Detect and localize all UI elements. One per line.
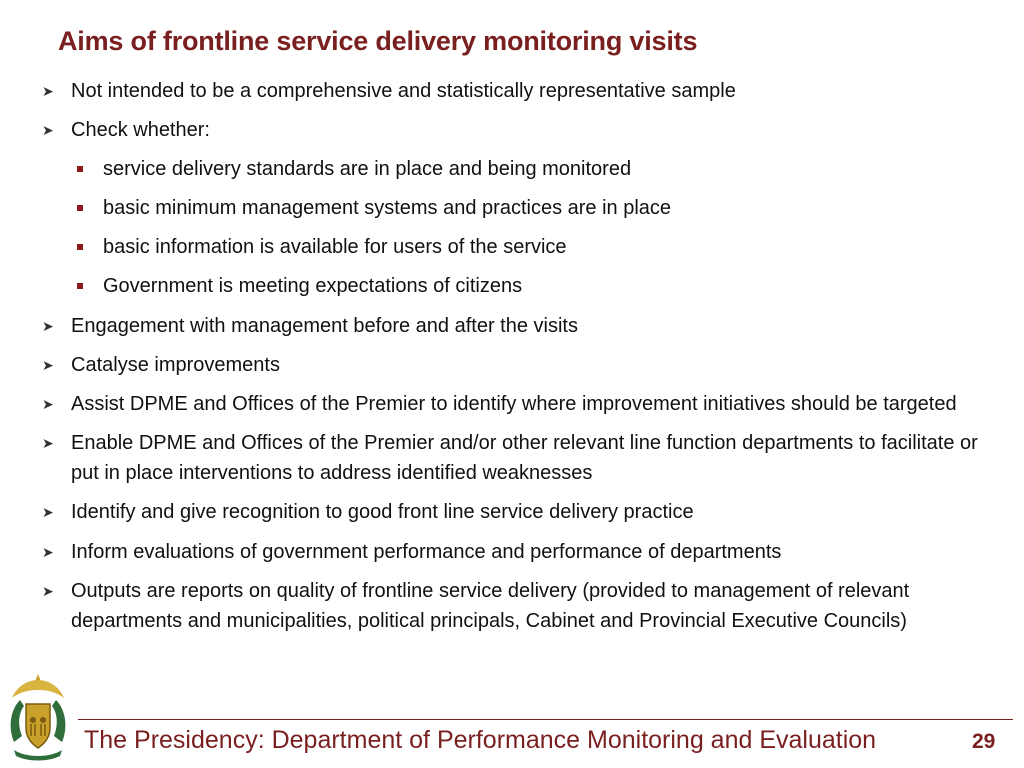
arrowhead-bullet-icon: ➤ — [42, 504, 54, 521]
bullet-text: Catalyse improvements — [71, 353, 280, 376]
bullet-item — [40, 311, 1010, 342]
bullet-text: Engagement with management before and after the visits — [71, 314, 578, 337]
footer-divider — [78, 719, 1013, 720]
coat-of-arms-icon — [2, 670, 74, 766]
footer-organization: The Presidency: Department of Performance Monitoring and Evaluation — [84, 726, 877, 754]
slide-title: Aims of frontline service delivery monitoring visits — [58, 26, 698, 56]
bullet-text: basic minimum management systems and practices are in place — [103, 197, 672, 220]
arrowhead-bullet-icon: ➤ — [42, 434, 54, 451]
page-number: 29 — [972, 730, 996, 753]
sub-bullet-item — [40, 271, 1010, 302]
bullet-item — [40, 76, 1010, 107]
sub-bullet-item — [40, 154, 1010, 185]
arrowhead-bullet-icon: ➤ — [42, 83, 54, 99]
bullet-text: Inform evaluations of government performance and performance of departments — [71, 540, 782, 563]
bullet-text: Government is meeting expectations of citizens — [103, 275, 523, 298]
bullet-item — [40, 428, 1010, 489]
arrowhead-bullet-icon: ➤ — [42, 395, 54, 412]
bullet-text: Check whether: — [71, 119, 210, 142]
bullet-item — [40, 350, 1010, 381]
bullet-item — [40, 389, 1010, 420]
sub-bullet-item — [40, 232, 1010, 263]
bullet-item — [40, 497, 1010, 528]
arrowhead-bullet-icon: ➤ — [42, 122, 54, 139]
bullet-text: Not intended to be a comprehensive and statistically representative sample — [71, 80, 736, 102]
bullet-text: Identify and give recognition to good front line service delivery practice — [71, 501, 694, 524]
arrowhead-bullet-icon: ➤ — [42, 582, 54, 599]
square-bullet-icon — [77, 244, 83, 250]
bullet-text: basic information is available for users of the service — [103, 236, 567, 259]
bullet-text: Enable DPME and Offices of the Premier and/or other relevant line function departments to facilitate or put in place interventions to address identified weaknesses — [71, 431, 978, 485]
square-bullet-icon — [77, 166, 83, 172]
bullet-text: Outputs are reports on quality of frontline service delivery (provided to management of relevant departments and municipalities, political principals, Cabinet and Provincial Executive Councils) — [71, 579, 910, 633]
bullet-text: Assist DPME and Offices of the Premier to identify where improvement initiatives should be targeted — [71, 392, 957, 415]
bullet-list — [40, 76, 1010, 645]
sub-bullet-item — [40, 193, 1010, 224]
square-bullet-icon — [77, 283, 83, 289]
square-bullet-icon — [77, 205, 83, 211]
bullet-item — [40, 537, 1010, 568]
arrowhead-bullet-icon: ➤ — [42, 543, 54, 560]
arrowhead-bullet-icon: ➤ — [42, 356, 54, 373]
bullet-item — [40, 115, 1010, 146]
arrowhead-bullet-icon: ➤ — [42, 317, 54, 334]
bullet-text: service delivery standards are in place and being monitored — [103, 158, 632, 181]
bullet-item — [40, 576, 1010, 637]
